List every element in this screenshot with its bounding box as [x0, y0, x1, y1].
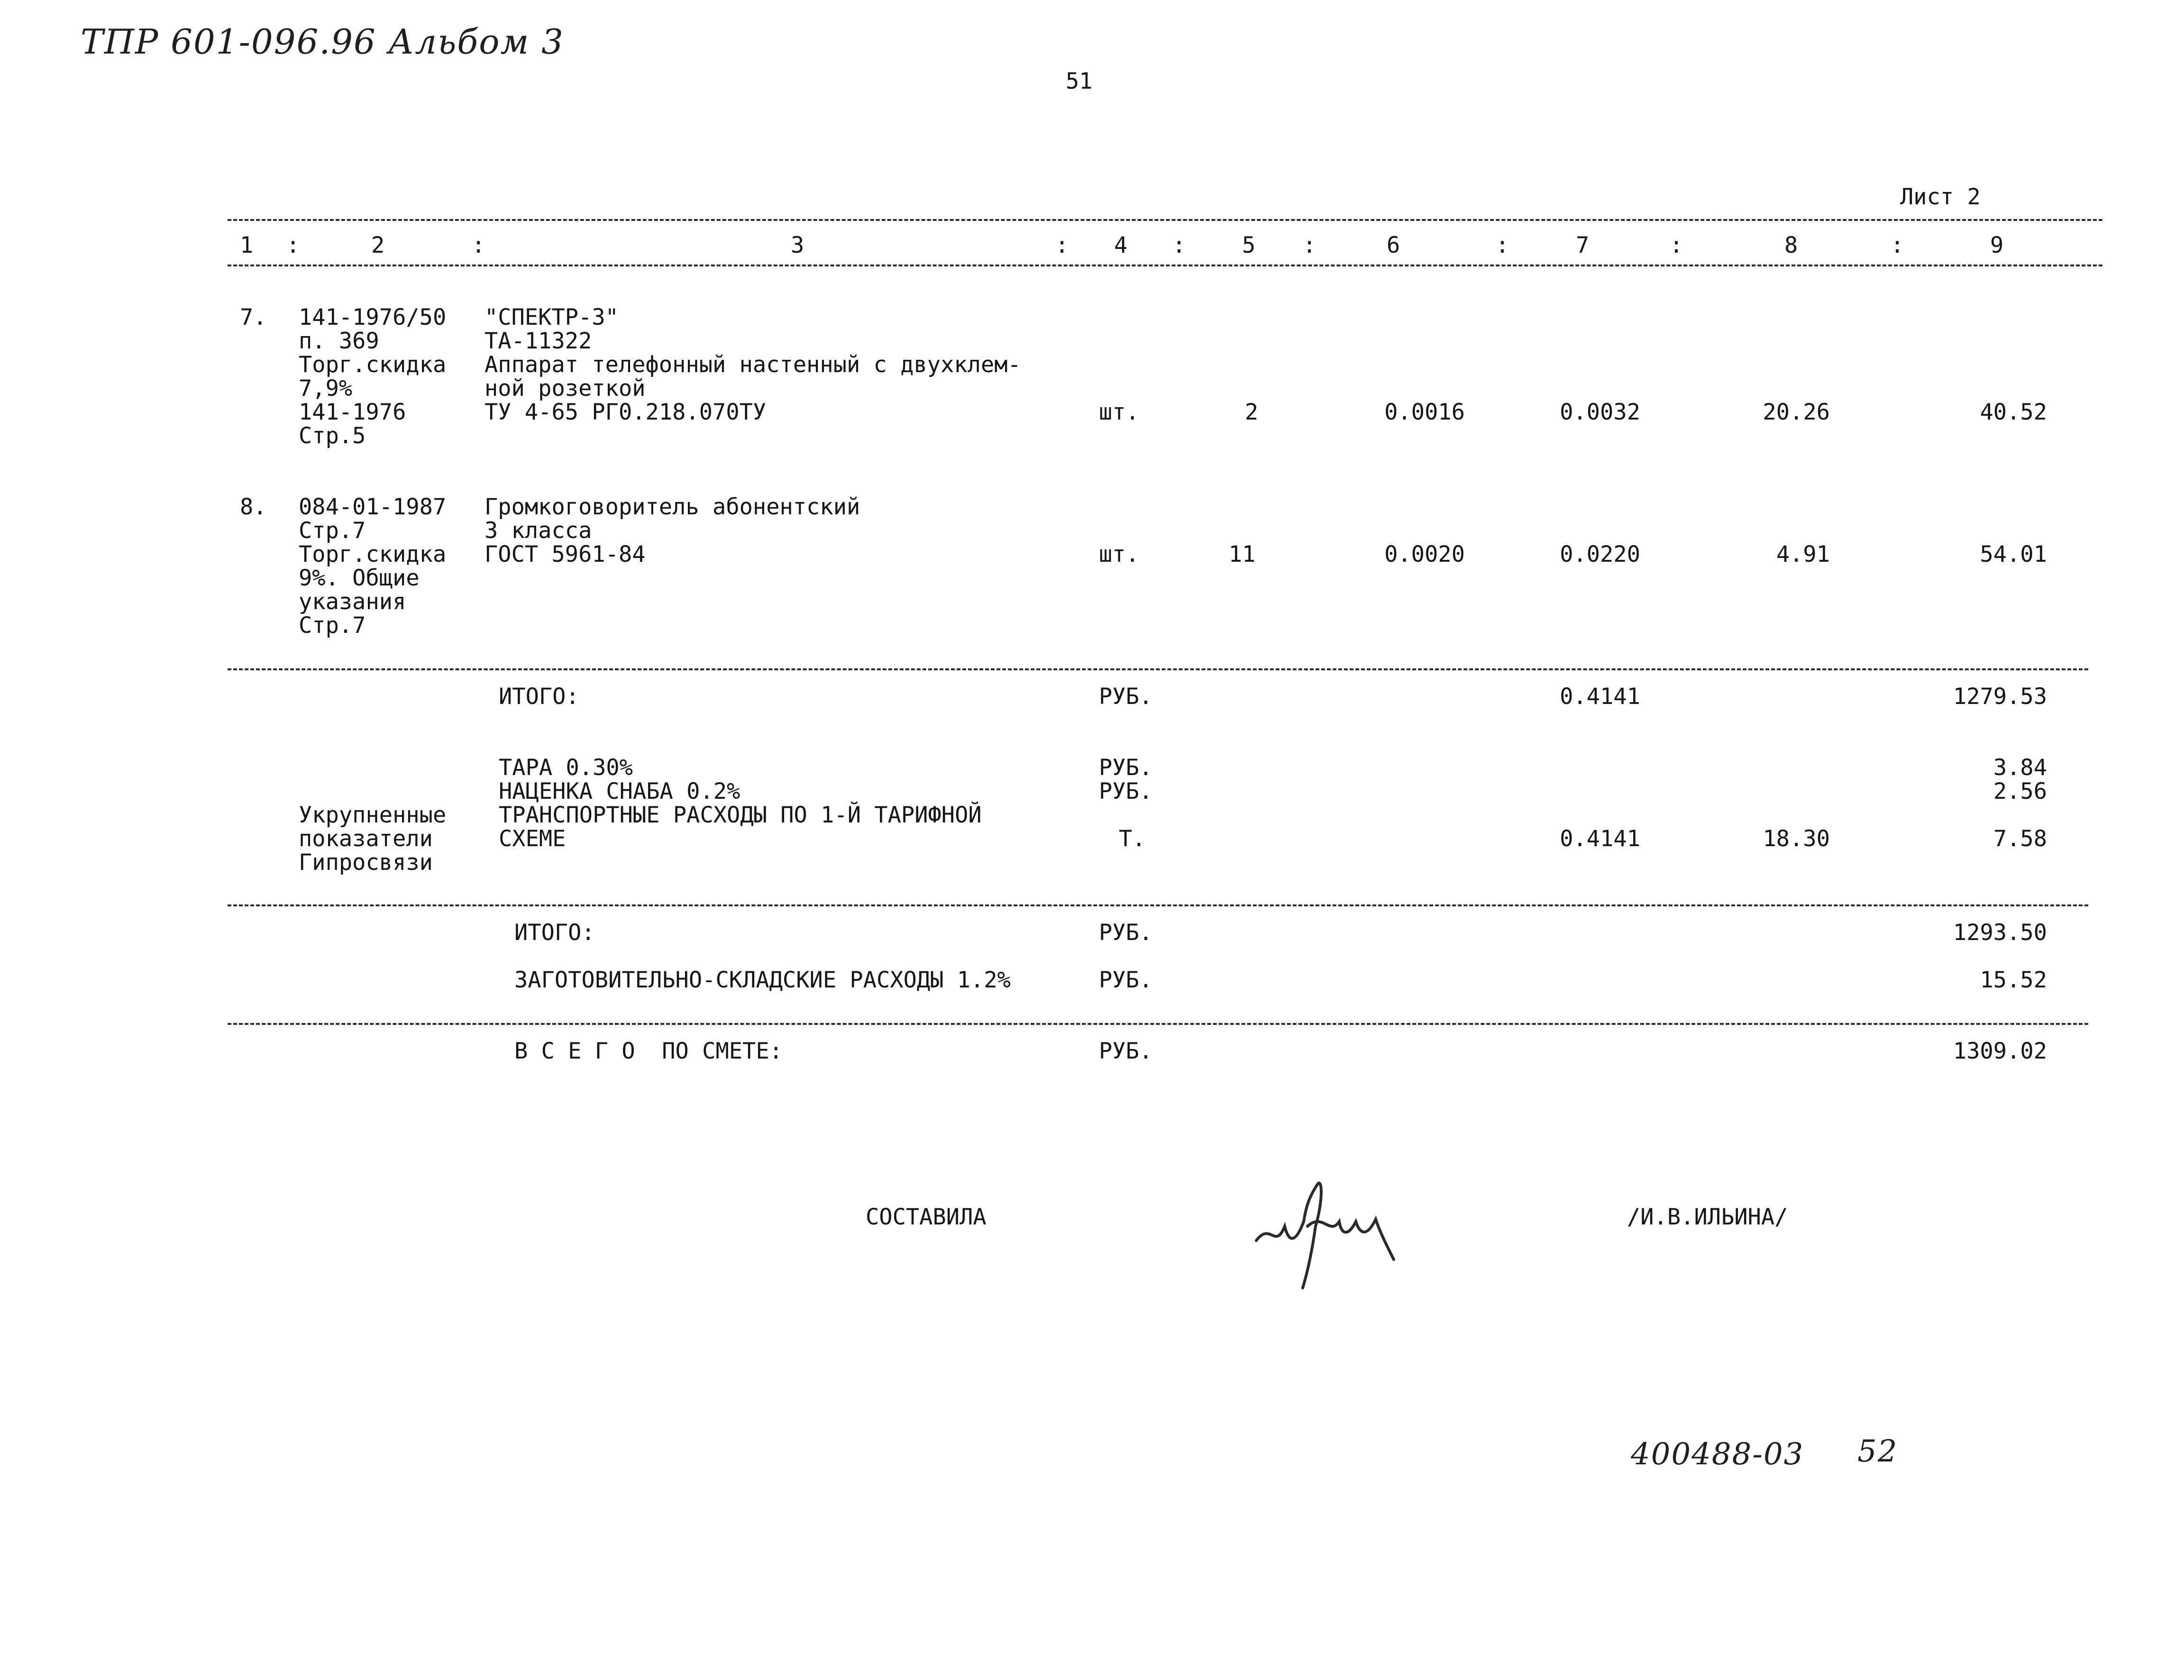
- storage-label: ЗАГОТОВИТЕЛЬНО-СКЛАДСКИЕ РАСХОДЫ 1.2%: [514, 967, 1011, 993]
- markup-unit: РУБ.: [1099, 778, 1153, 804]
- section-rule: [228, 668, 2088, 670]
- item-desc-line: 3 класса: [484, 518, 592, 544]
- grand-total-value: 1309.02: [1953, 1038, 2047, 1064]
- transport-label-line: СХЕМЕ: [499, 826, 566, 852]
- col-separator: :: [1891, 232, 1904, 258]
- item-number: 8.: [240, 494, 267, 520]
- col-3-header: 3: [791, 232, 804, 258]
- col-separator: :: [286, 232, 300, 258]
- item-ref-line: 084-01-1987: [299, 494, 447, 520]
- item-col6: 0.0016: [1384, 399, 1465, 425]
- handwritten-doc-code: 400488-03: [1631, 1437, 1804, 1472]
- col-separator: :: [1055, 232, 1069, 258]
- transport-col9: 7.58: [1993, 826, 2047, 852]
- compiled-by-label: СОСТАВИЛА: [866, 1204, 987, 1230]
- subtotal-col9: 1279.53: [1953, 684, 2047, 710]
- subtotal-label: ИТОГО:: [514, 920, 595, 946]
- item-unit: шт.: [1099, 399, 1139, 425]
- surcharge-note-line: Гипросвязи: [299, 849, 433, 876]
- subtotal-unit: РУБ.: [1099, 684, 1153, 710]
- handwritten-signature: [1171, 1147, 1318, 1275]
- subtotal-unit: РУБ.: [1099, 920, 1153, 946]
- handwritten-sheet-number: 52: [1857, 1434, 1898, 1469]
- item-col7: 0.0220: [1560, 541, 1640, 567]
- sheet-label: Лист 2: [1900, 184, 1981, 210]
- item-qty: 2: [1244, 399, 1259, 425]
- item-col8: 4.91: [1776, 541, 1830, 567]
- item-ref-line: Торг.скидка: [299, 541, 447, 567]
- item-desc-line: "СПЕКТР-3": [484, 304, 619, 330]
- transport-col7: 0.4141: [1560, 826, 1640, 852]
- item-desc-line: ГОСТ 5961-84: [484, 541, 646, 567]
- col-2-header: 2: [371, 232, 385, 258]
- item-qty: 11: [1228, 541, 1256, 567]
- col-separator: :: [1496, 232, 1509, 258]
- tara-unit: РУБ.: [1099, 755, 1153, 781]
- header-top-rule: [228, 219, 2102, 221]
- transport-col8: 18.30: [1763, 826, 1830, 852]
- subtotal-label: ИТОГО:: [499, 684, 579, 710]
- item-number: 7.: [240, 304, 267, 330]
- col-separator: :: [1303, 232, 1316, 258]
- item-col6: 0.0020: [1384, 541, 1465, 567]
- section-rule: [228, 904, 2088, 906]
- item-desc-line: ТА-11322: [484, 328, 592, 354]
- storage-value: 15.52: [1980, 967, 2047, 993]
- col-1-header: 1: [240, 232, 254, 258]
- col-8-header: 8: [1784, 232, 1798, 258]
- item-ref-line: Стр.7: [299, 612, 366, 639]
- col-9-header: 9: [1990, 232, 2004, 258]
- col-separator: :: [1670, 232, 1683, 258]
- item-ref-line: Торг.скидка: [299, 352, 447, 378]
- transport-unit: Т.: [1119, 826, 1146, 852]
- item-ref-line: 141-1976: [299, 399, 406, 425]
- item-ref-line: указания: [299, 589, 406, 615]
- handwritten-album-ref: ТПР 601-096.96 Альбом 3: [81, 22, 564, 62]
- header-bottom-rule: [228, 265, 2102, 266]
- item-ref-line: Стр.7: [299, 518, 366, 544]
- item-col7: 0.0032: [1560, 399, 1640, 425]
- surcharge-note-line: Укрупненные: [299, 802, 447, 828]
- surcharge-note-line: показатели: [299, 826, 433, 852]
- item-desc-line: Аппарат телефонный настенный с двухклем-: [484, 352, 1021, 378]
- item-ref-line: п. 369: [299, 328, 379, 354]
- subtotal-col7: 0.4141: [1560, 684, 1640, 710]
- item-col8: 20.26: [1763, 399, 1830, 425]
- grand-total-label: В С Е Г О ПО СМЕТЕ:: [514, 1038, 783, 1064]
- item-desc-line: ной розеткой: [484, 375, 646, 402]
- subtotal-col9: 1293.50: [1953, 920, 2047, 946]
- markup-value: 2.56: [1993, 778, 2047, 804]
- item-ref-line: Стр.5: [299, 423, 366, 449]
- item-col9: 54.01: [1980, 541, 2047, 567]
- section-rule: [228, 1023, 2088, 1025]
- item-ref-line: 7,9%: [299, 375, 353, 402]
- item-desc-line: Громкоговоритель абонентский: [484, 494, 860, 520]
- item-ref-line: 141-1976/50: [299, 304, 447, 330]
- storage-unit: РУБ.: [1099, 967, 1153, 993]
- col-4-header: 4: [1114, 232, 1128, 258]
- col-7-header: 7: [1576, 232, 1590, 258]
- item-desc-line: ТУ 4-65 РГ0.218.070ТУ: [484, 399, 767, 425]
- tara-label: ТАРА 0.30%: [499, 755, 633, 781]
- compiler-name: /И.В.ИЛЬИНА/: [1627, 1204, 1788, 1230]
- item-col9: 40.52: [1980, 399, 2047, 425]
- col-separator: :: [1172, 232, 1186, 258]
- tara-value: 3.84: [1993, 755, 2047, 781]
- grand-total-unit: РУБ.: [1099, 1038, 1153, 1064]
- transport-label-line: ТРАНСПОРТНЫЕ РАСХОДЫ ПО 1-Й ТАРИФНОЙ: [499, 802, 982, 828]
- page-number: 51: [1066, 68, 1093, 94]
- col-6-header: 6: [1387, 232, 1400, 258]
- col-separator: :: [472, 232, 485, 258]
- col-5-header: 5: [1242, 232, 1256, 258]
- item-ref-line: 9%. Общие: [299, 565, 420, 591]
- markup-label: НАЦЕНКА СНАБА 0.2%: [499, 778, 740, 804]
- item-unit: шт.: [1099, 541, 1139, 567]
